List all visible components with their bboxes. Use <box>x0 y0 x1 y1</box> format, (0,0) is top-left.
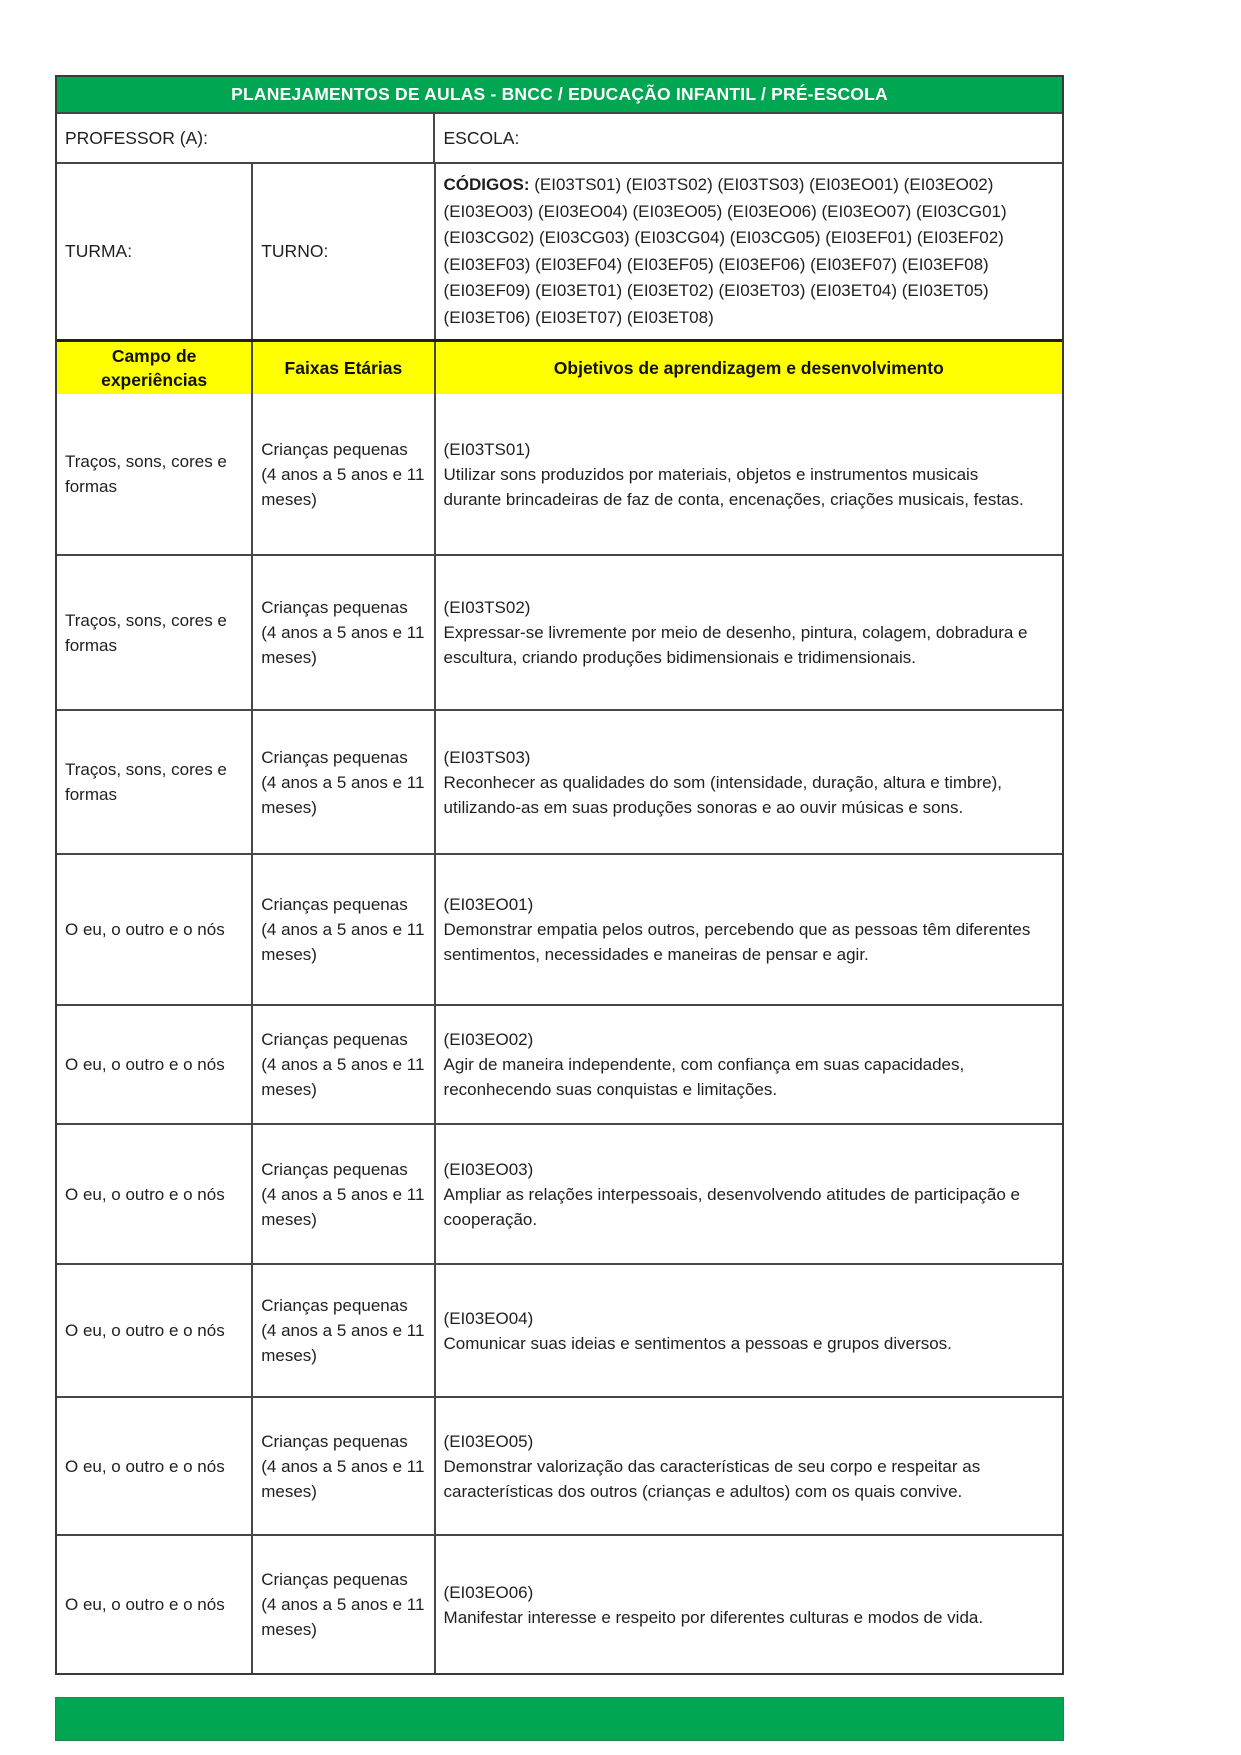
faixa-text: Crianças pequenas (4 anos a 5 anos e 11 meses) <box>261 1159 425 1229</box>
header-objetivos-label: Objetivos de aprendizagem e desenvolvimento <box>553 358 944 378</box>
campo-cell <box>57 1536 251 1673</box>
professor-escola-row <box>57 112 1062 162</box>
faixa-text: Crianças pequenas (4 anos a 5 anos e 11 meses) <box>261 895 425 964</box>
header-campo-label: Campo de experiências <box>101 346 208 390</box>
objetivo-codigo: (EI03EO03) <box>443 1159 534 1179</box>
objetivo-codigo: (EI03EO06) <box>443 1582 534 1602</box>
objetivo-cell <box>434 1398 1062 1534</box>
table-row <box>57 1534 1062 1673</box>
campo-text: O eu, o outro e o nós <box>65 1595 225 1614</box>
faixa-cell <box>251 855 433 1004</box>
objetivo-codigo: (EI03EO01) <box>443 895 534 914</box>
table-row <box>57 1123 1062 1263</box>
table-row <box>57 1004 1062 1123</box>
objetivo-cell <box>434 855 1062 1004</box>
objetivo-codigo: (EI03TS02) <box>443 598 531 617</box>
objetivo-texto: Comunicar suas ideias e sentimentos a pessoas e grupos diversos. <box>443 1333 952 1353</box>
turma-turno-codigos-row <box>57 162 1062 339</box>
objetivo-texto: Demonstrar empatia pelos outros, percebendo que as pessoas têm diferentes sentimentos, necessidades e maneiras de pensar e agir. <box>443 920 1031 964</box>
codigos-list: (EI03TS01) (EI03TS02) (EI03TS03) (EI03EO01) (EI03EO02) (EI03EO03) (EI03EO04) (EI03EO05) (EI03EO06) (EI03EO07) (EI03CG01) (EI03CG02) (EI03CG03) (EI03CG04) (EI03CG05) (EI03EF01) (EI03EF02) (EI03EF03) (EI03EF04) (EI03EF05) (EI03EF06) (EI03EF07) (EI03EF08) (EI03EF09) (EI03ET01) (EI03ET02) (EI03ET03) (EI03ET04) (EI03ET05) (EI03ET06) (EI03ET07) (EI03ET08) <box>443 175 1007 327</box>
faixa-cell <box>251 556 433 709</box>
codigos-cell <box>434 164 1062 339</box>
campo-text: Traços, sons, cores e formas <box>65 610 227 655</box>
campo-cell <box>57 1265 251 1396</box>
objetivo-codigo: (EI03EO04) <box>443 1308 534 1328</box>
objetivo-texto: Expressar-se livremente por meio de desenho, pintura, colagem, dobradura e escultura, criando produções bidimensionais e tridimensionais. <box>443 623 1028 667</box>
campo-text: O eu, o outro e o nós <box>65 1456 225 1476</box>
table-row <box>57 709 1062 853</box>
objetivo-texto: Demonstrar valorização das características de seu corpo e respeitar as características dos outros (crianças e adultos) com os quais convive. <box>443 1456 981 1501</box>
faixa-text: Crianças pequenas (4 anos a 5 anos e 11 meses) <box>261 598 425 667</box>
table-row <box>57 554 1062 709</box>
turno-label: TURNO: <box>261 241 329 261</box>
objetivo-cell <box>434 394 1062 554</box>
faixa-text: Crianças pequenas (4 anos a 5 anos e 11 meses) <box>261 1570 425 1639</box>
campo-cell <box>57 711 251 853</box>
header-campo-cell <box>57 342 251 394</box>
page-title: PLANEJAMENTOS DE AULAS - BNCC / EDUCAÇÃO INFANTIL / PRÉ-ESCOLA <box>231 84 888 104</box>
escola-label: ESCOLA: <box>443 127 520 148</box>
codigos-label: CÓDIGOS: <box>443 175 530 194</box>
objetivo-cell <box>434 556 1062 709</box>
objetivo-cell <box>434 1006 1062 1123</box>
objetivo-codigo: (EI03EO02) <box>443 1030 534 1049</box>
table-row <box>57 1263 1062 1396</box>
faixa-cell <box>251 1536 433 1673</box>
escola-cell <box>433 114 1062 162</box>
campo-cell <box>57 1006 251 1123</box>
table-row <box>57 1396 1062 1534</box>
header-faixa-cell <box>251 342 433 394</box>
campo-text: O eu, o outro e o nós <box>65 1184 225 1204</box>
campo-cell <box>57 1125 251 1263</box>
faixa-text: Crianças pequenas (4 anos a 5 anos e 11 meses) <box>261 747 425 817</box>
campo-cell <box>57 394 251 554</box>
objetivo-texto: Reconhecer as qualidades do som (intensidade, duração, altura e timbre), utilizando-as em suas produções sonoras e ao ouvir músicas e sons. <box>443 772 1003 817</box>
objetivo-codigo: (EI03EO05) <box>443 1431 534 1451</box>
table-row <box>57 394 1062 554</box>
codigos-text-block <box>444 172 1036 331</box>
objetivo-cell <box>434 1125 1062 1263</box>
turma-cell <box>57 164 251 339</box>
objetivo-texto: Ampliar as relações interpessoais, desenvolvendo atitudes de participação e cooperação. <box>443 1184 1020 1229</box>
faixa-cell <box>251 394 433 554</box>
objetivo-cell <box>434 711 1062 853</box>
objetivo-codigo: (EI03TS01) <box>443 439 531 459</box>
campo-cell <box>57 1398 251 1534</box>
campo-text: Traços, sons, cores e formas <box>65 452 227 496</box>
objetivo-texto: Manifestar interesse e respeito por diferentes culturas e modos de vida. <box>443 1607 984 1627</box>
professor-label: PROFESSOR (A): <box>65 127 208 148</box>
faixa-text: Crianças pequenas (4 anos a 5 anos e 11 meses) <box>261 1296 425 1365</box>
turma-label: TURMA: <box>65 241 133 261</box>
faixa-cell <box>251 1006 433 1123</box>
turno-cell <box>251 164 433 339</box>
table-row <box>57 853 1062 1004</box>
footer-bar <box>55 1697 1064 1741</box>
campo-cell <box>57 855 251 1004</box>
objetivo-codigo: (EI03TS03) <box>443 747 531 767</box>
professor-cell <box>57 114 433 162</box>
faixa-text: Crianças pequenas (4 anos a 5 anos e 11 meses) <box>261 1030 425 1099</box>
faixa-cell <box>251 1125 433 1263</box>
header-objetivos-cell <box>434 342 1062 394</box>
faixa-cell <box>251 1398 433 1534</box>
column-header-row <box>57 339 1062 394</box>
campo-text: O eu, o outro e o nós <box>65 920 225 939</box>
planning-table <box>55 75 1064 1675</box>
faixa-cell <box>251 711 433 853</box>
header-faixa-label: Faixas Etárias <box>284 358 403 378</box>
campo-text: O eu, o outro e o nós <box>65 1321 225 1340</box>
campo-text: Traços, sons, cores e formas <box>65 760 227 804</box>
faixa-text: Crianças pequenas (4 anos a 5 anos e 11 meses) <box>261 1431 425 1501</box>
document-title-bar <box>57 77 1062 112</box>
campo-text: O eu, o outro e o nós <box>65 1055 225 1074</box>
campo-cell <box>57 556 251 709</box>
objetivo-texto: Utilizar sons produzidos por materiais, objetos e instrumentos musicais durante brincadeiras de faz de conta, encenações, criações musicais, festas. <box>443 464 1024 509</box>
objetivo-cell <box>434 1265 1062 1396</box>
table-body <box>57 394 1062 1673</box>
faixa-cell <box>251 1265 433 1396</box>
objetivo-cell <box>434 1536 1062 1673</box>
faixa-text: Crianças pequenas (4 anos a 5 anos e 11 meses) <box>261 439 425 509</box>
objetivo-texto: Agir de maneira independente, com confiança em suas capacidades, reconhecendo suas conquistas e limitações. <box>443 1055 965 1099</box>
